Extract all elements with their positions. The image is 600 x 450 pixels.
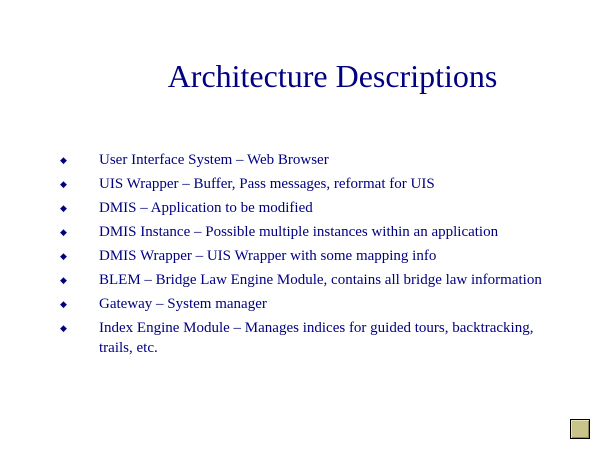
bullet-diamond-icon: ◆ [60, 179, 67, 189]
slide-title: Architecture Descriptions [167, 58, 498, 94]
bullet-list [56, 150, 556, 362]
bullet-diamond-icon: ◆ [60, 299, 67, 309]
list-item-text: Gateway – System manager [99, 296, 267, 312]
list-item-text: BLEM – Bridge Law Engine Module, contains all bridge law information [99, 272, 542, 288]
bullet-diamond-icon: ◆ [60, 227, 67, 237]
list-item-text: DMIS Wrapper – UIS Wrapper with some mapping info [99, 248, 437, 264]
list-item [56, 294, 556, 314]
list-item [56, 198, 556, 218]
list-item [56, 174, 556, 194]
list-item-text: DMIS Instance – Possible multiple instances within an application [99, 224, 499, 240]
bullet-diamond-icon: ◆ [60, 275, 67, 285]
list-item-text: User Interface System – Web Browser [99, 152, 329, 168]
list-item [56, 246, 556, 266]
list-item [56, 270, 556, 290]
list-item-text: Index Engine Module – Manages indices for guided tours, backtracking, trails, etc. [99, 320, 534, 356]
list-item-text: DMIS – Application to be modified [99, 200, 313, 216]
list-item-text: UIS Wrapper – Buffer, Pass messages, reformat for UIS [99, 176, 435, 192]
nav-button[interactable] [570, 419, 590, 439]
bullet-diamond-icon: ◆ [60, 251, 67, 261]
list-item [56, 222, 556, 242]
bullet-diamond-icon: ◆ [60, 155, 67, 165]
bullet-diamond-icon: ◆ [60, 203, 67, 213]
bullet-diamond-icon: ◆ [60, 323, 67, 333]
list-item [56, 318, 556, 358]
list-item [56, 150, 556, 170]
